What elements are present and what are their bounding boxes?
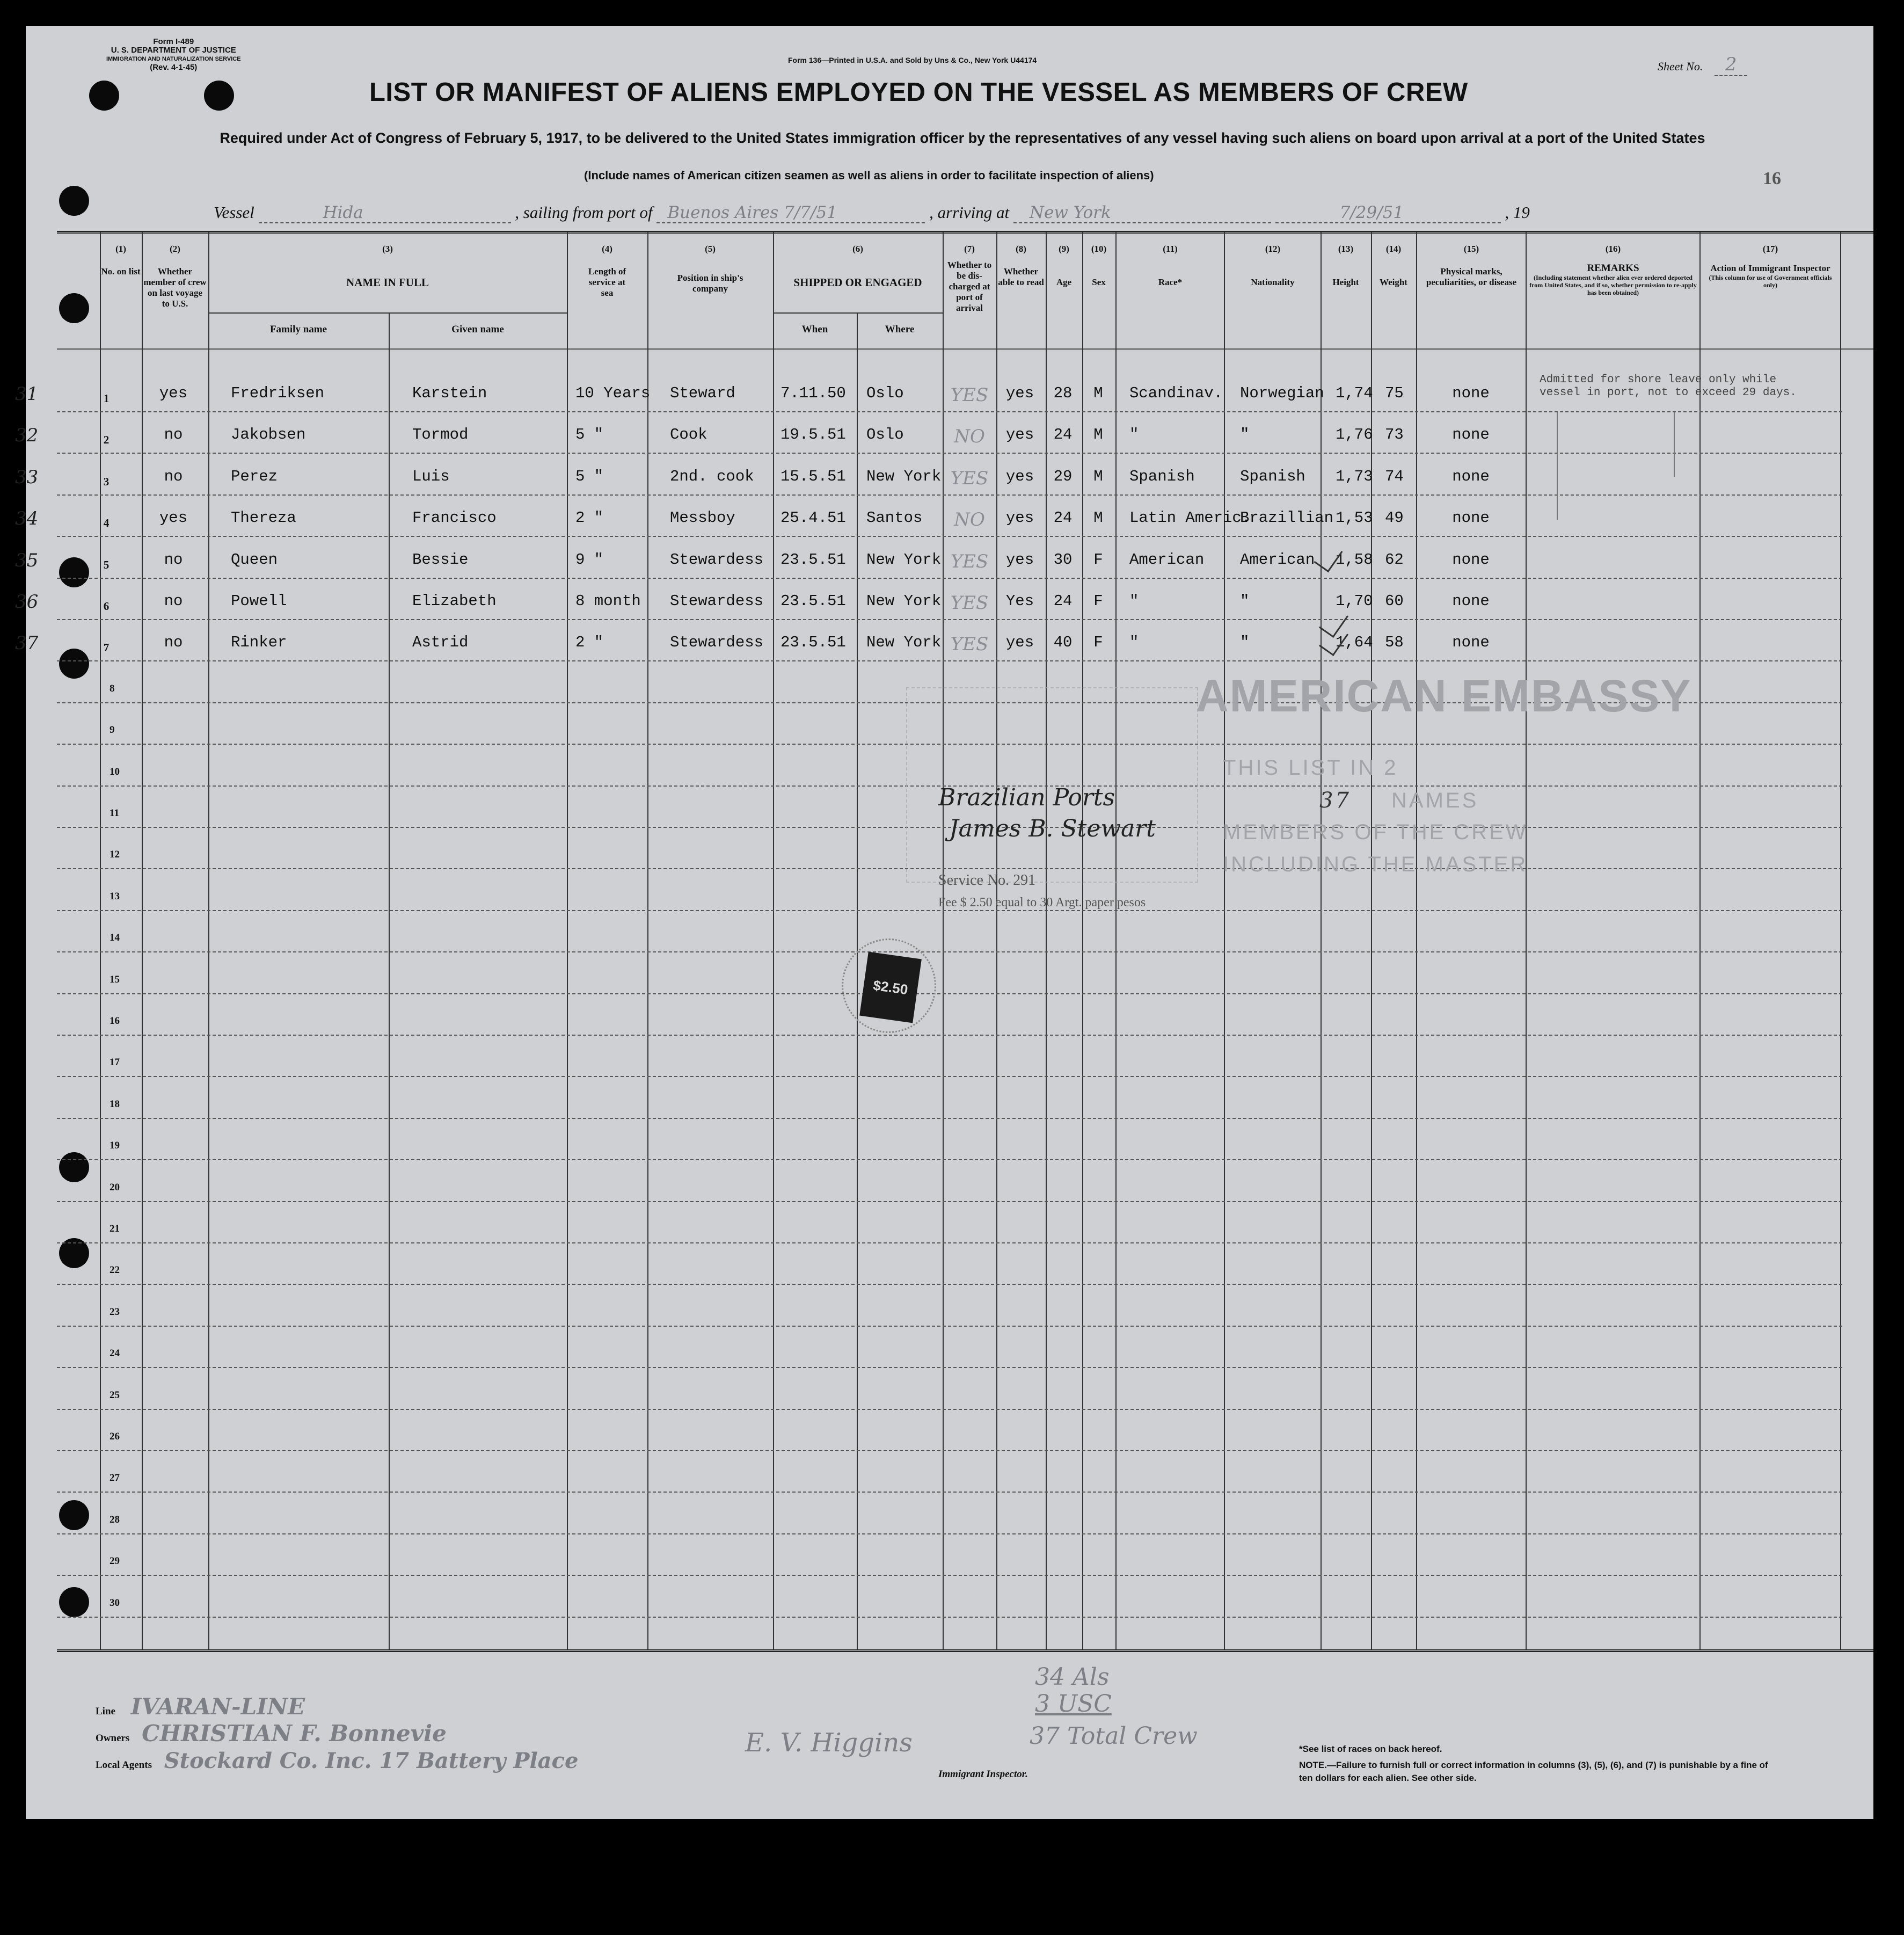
shipped-when: 23.5.51 (780, 592, 846, 610)
form-id-block (106, 38, 241, 72)
row-number: 2 (103, 433, 110, 446)
row-number: 4 (103, 517, 110, 529)
row-rule (57, 453, 1842, 454)
height: 1,76 (1336, 426, 1373, 443)
age: 40 (1053, 634, 1073, 651)
remarks-shore-leave: Admitted for shore leave only while vessel in port, not to exceed 29 days. (1540, 374, 1797, 399)
arrival-port: New York (1013, 203, 1271, 223)
age: 30 (1053, 551, 1073, 569)
row-rule (57, 1076, 1842, 1077)
list-stamp-line3: MEMBERS OF THE CREW (1223, 820, 1528, 844)
owners-label: Owners (96, 1733, 130, 1744)
col-13-header: (13) Height (1332, 244, 1359, 287)
height: 1,64 (1336, 634, 1373, 651)
col-2-header: (2) Whether member of crew on last voyage to U.S. (143, 244, 207, 309)
shipped-where: New York (866, 551, 942, 569)
column-divider (773, 232, 774, 1649)
service-length: 9 " (575, 551, 604, 569)
col-8-header: (8) Whether able to read (998, 244, 1044, 287)
race: American (1129, 551, 1205, 569)
column-divider (208, 232, 209, 1649)
row-rule (57, 494, 1842, 496)
family-name: Powell (231, 592, 287, 610)
punch-hole (59, 293, 89, 323)
footer-line-row (96, 1693, 305, 1720)
col-12-header: (12) Nationality (1251, 244, 1295, 287)
agents-label: Local Agents (96, 1759, 152, 1771)
prev-voyage: no (164, 551, 183, 569)
row-rule (57, 1409, 1842, 1410)
discharged: YES (950, 592, 989, 614)
prev-voyage: no (164, 634, 183, 651)
shipped-where: New York (866, 634, 942, 651)
row-rule (57, 660, 1842, 661)
sex: M (1093, 509, 1103, 527)
column-divider (142, 232, 143, 1649)
col-17-header: (17) Action of Immigrant Inspector (This column for use of Government officials only) (1709, 244, 1832, 289)
service-length: 5 " (575, 468, 604, 485)
height: 1,53 (1336, 509, 1373, 527)
row-number: 18 (110, 1099, 120, 1110)
family-name-header: Family name (269, 324, 327, 335)
weight: 58 (1385, 634, 1404, 651)
given-name: Bessie (412, 551, 469, 569)
nationality: Brazillian (1240, 509, 1334, 527)
position: Messboy (670, 509, 735, 527)
row-rule (57, 411, 1842, 412)
age: 24 (1053, 426, 1073, 443)
table-top-rule (57, 231, 1873, 234)
physical-marks: none (1452, 509, 1490, 527)
row-number: 14 (110, 932, 120, 943)
row-number: 26 (110, 1431, 120, 1442)
row-number: 21 (110, 1223, 120, 1234)
race: " (1129, 592, 1139, 610)
punch-hole (59, 1500, 89, 1530)
race: Spanish (1129, 468, 1195, 485)
row-rule (57, 910, 1842, 911)
family-name: Jakobsen (231, 426, 306, 443)
consular-fee: Fee $ 2.50 equal to 30 Argt. paper pesos (938, 896, 1146, 910)
given-name: Luis (412, 468, 450, 485)
punch-hole (59, 186, 89, 216)
row-rule (57, 1118, 1842, 1119)
col-5-header: (5) Position in ship's company (677, 244, 743, 294)
footer-owners-row (96, 1720, 447, 1747)
physical-marks: none (1452, 468, 1490, 485)
service-number: Service No. 291 (938, 872, 1036, 889)
position: Stewardess (670, 592, 764, 610)
remarks-bracket-line (1674, 412, 1675, 477)
row-number: 5 (103, 558, 110, 571)
position: Cook (670, 426, 707, 443)
service-length: 2 " (575, 509, 604, 527)
row-rule (57, 536, 1842, 537)
weight: 60 (1385, 592, 1404, 610)
row-rule (57, 1533, 1842, 1534)
fee-stamp-icon (859, 952, 922, 1023)
consul-signature: James B. Stewart (949, 815, 1156, 842)
height: 1,70 (1336, 592, 1373, 610)
list-stamp-line4: INCLUDING THE MASTER (1223, 853, 1528, 876)
col-1-header: (1) No. on list (101, 244, 141, 277)
shipped-when: 15.5.51 (780, 468, 846, 485)
service-length: 2 " (575, 634, 604, 651)
age: 29 (1053, 468, 1073, 485)
where-header: Where (885, 324, 915, 335)
weight: 74 (1385, 468, 1404, 485)
weight: 75 (1385, 384, 1404, 402)
printer-line: Form 136—Printed in U.S.A. and Sold by Uns & Co., New York U44174 (788, 56, 1037, 64)
arrival-date: 7/29/51 (1275, 203, 1501, 223)
table-header-rule (57, 348, 1873, 350)
discharged: YES (950, 468, 989, 489)
sheet-number-block (1658, 54, 1747, 75)
margin-line-number: 36 (15, 591, 39, 613)
column-divider (996, 232, 997, 1649)
department: U. S. DEPARTMENT OF JUSTICE (111, 46, 236, 55)
page-stamp-number: 16 (1763, 169, 1781, 188)
departure-port: Buenos Aires 7/7/51 (656, 203, 925, 223)
sex: F (1093, 551, 1103, 569)
row-number: 13 (110, 891, 120, 902)
row-number: 29 (110, 1555, 120, 1567)
owners-value: CHRISTIAN F. Bonnevie (142, 1720, 447, 1747)
position: Stewardess (670, 551, 764, 569)
column-divider (1416, 232, 1417, 1649)
row-number: 16 (110, 1015, 120, 1027)
row-number: 9 (110, 724, 115, 736)
sex: M (1093, 426, 1103, 443)
weight: 49 (1385, 509, 1404, 527)
shipped-when: 7.11.50 (780, 384, 846, 402)
consul-signature-ports: Brazilian Ports (938, 784, 1115, 811)
column-divider (567, 232, 568, 1649)
consular-fee-seal (842, 939, 936, 1033)
given-name: Francisco (412, 509, 497, 527)
tally-aliens: 34 Als (1035, 1663, 1110, 1691)
row-rule (57, 1492, 1842, 1493)
age: 24 (1053, 509, 1073, 527)
nationality: American (1240, 551, 1315, 569)
sex: M (1093, 384, 1103, 402)
shipped-subheader-rule (773, 312, 943, 314)
col-9-header: (9) Age (1056, 244, 1072, 287)
row-rule (57, 951, 1842, 952)
row-number: 17 (110, 1057, 120, 1068)
row-number: 30 (110, 1597, 120, 1609)
race: Scandinav. (1129, 384, 1223, 402)
race: " (1129, 426, 1139, 443)
page-title: LIST OR MANIFEST OF ALIENS EMPLOYED ON THE VESSEL AS MEMBERS OF CREW (369, 78, 1468, 107)
sex: M (1093, 468, 1103, 485)
shipped-when: 23.5.51 (780, 634, 846, 651)
row-rule (57, 1450, 1842, 1451)
able-to-read: yes (1005, 551, 1034, 569)
family-name: Rinker (231, 634, 287, 651)
column-divider (1115, 232, 1117, 1649)
shipped-when: 25.4.51 (780, 509, 846, 527)
table-bottom-rule (57, 1649, 1873, 1652)
able-to-read: Yes (1005, 592, 1034, 610)
row-number: 8 (110, 683, 115, 694)
row-rule (57, 1326, 1842, 1327)
row-number: 27 (110, 1472, 120, 1483)
voyage-line (214, 203, 1530, 223)
row-rule (57, 1201, 1842, 1202)
line-value: IVARAN-LINE (130, 1693, 305, 1720)
shipped-when: 23.5.51 (780, 551, 846, 569)
service-length: 8 month (575, 592, 641, 610)
punch-hole (204, 81, 234, 111)
row-rule (57, 578, 1842, 579)
margin-line-number: 35 (15, 550, 39, 571)
column-divider (1321, 232, 1322, 1649)
sheet-number: 2 (1715, 54, 1748, 76)
list-count: 37 (1319, 788, 1351, 813)
row-rule (57, 993, 1842, 994)
row-rule (57, 1035, 1842, 1036)
include-note: (Include names of American citizen seamen as well as aliens in order to facilitate inspection of aliens) (584, 169, 1154, 182)
nationality: " (1240, 634, 1250, 651)
row-rule (57, 1617, 1842, 1618)
shipped-where: Oslo (866, 426, 904, 443)
col-15-header: (15) Physical marks, peculiarities, or disease (1426, 244, 1517, 287)
sailing-label: , sailing from port of (515, 203, 653, 222)
races-note: *See list of races on back hereof. (1299, 1744, 1442, 1754)
given-name: Karstein (412, 384, 487, 402)
row-rule (57, 619, 1842, 620)
able-to-read: yes (1005, 384, 1034, 402)
when-header: When (801, 324, 828, 335)
inspector-label: Immigrant Inspector. (938, 1769, 1028, 1780)
prev-voyage: no (164, 468, 183, 485)
family-name: Queen (231, 551, 278, 569)
vessel-name: Hida (259, 203, 511, 223)
sex: F (1093, 592, 1103, 610)
col-16-header: (16) REMARKS (Including statement whether alien ever ordered deported from United States, and if so, whether permission to re-apply has been obtained) (1529, 244, 1697, 296)
physical-marks: none (1452, 384, 1490, 402)
family-name: Fredriksen (231, 384, 325, 402)
list-stamp-line1: THIS LIST IN 2 (1223, 756, 1398, 780)
margin-line-number: 32 (15, 425, 39, 446)
embassy-stamp: AMERICAN EMBASSY (1196, 671, 1692, 721)
column-divider (1526, 232, 1527, 1649)
age: 28 (1053, 384, 1073, 402)
prev-voyage: yes (159, 509, 188, 527)
margin-line-number: 33 (15, 467, 39, 488)
row-rule (57, 1575, 1842, 1576)
col-10-header: (10) Sex (1091, 244, 1107, 287)
given-name: Elizabeth (412, 592, 497, 610)
position: 2nd. cook (670, 468, 754, 485)
position: Steward (670, 384, 735, 402)
column-divider (1224, 232, 1225, 1649)
shipped-where: Santos (866, 509, 923, 527)
row-number: 3 (103, 475, 110, 488)
weight: 62 (1385, 551, 1404, 569)
discharged: YES (950, 384, 989, 406)
able-to-read: yes (1005, 426, 1034, 443)
col-3-header: (3) NAME IN FULL (346, 244, 429, 289)
row-rule (57, 1159, 1842, 1160)
arriving-label: , arriving at (929, 203, 1010, 222)
punch-hole (89, 81, 119, 111)
inspector-signature: E. V. Higgins (745, 1728, 913, 1758)
able-to-read: yes (1005, 634, 1034, 651)
given-name-header: Given name (451, 324, 504, 335)
column-divider (1046, 232, 1047, 1649)
row-number: 15 (110, 974, 120, 985)
column-divider (389, 312, 390, 1649)
col-4-header: (4) Length of service at sea (588, 244, 626, 298)
col-11-header: (11) Race* (1158, 244, 1183, 287)
punch-hole (59, 1587, 89, 1617)
subtitle: Required under Act of Congress of February 5, 1917, to be delivered to the United States immigration officer by the representatives of any vessel having such aliens on board upon arrival at a port of the United States (220, 130, 1705, 146)
row-number: 28 (110, 1514, 120, 1525)
footer-agents-row (96, 1748, 578, 1773)
nationality: Norwegian (1240, 384, 1324, 402)
physical-marks: none (1452, 551, 1490, 569)
tally-total: 37 Total Crew (1030, 1722, 1198, 1750)
row-number: 20 (110, 1182, 120, 1193)
shipped-when: 19.5.51 (780, 426, 846, 443)
margin-line-number: 37 (15, 632, 39, 654)
punch-hole (59, 1152, 89, 1182)
nationality: Spanish (1240, 468, 1305, 485)
given-name: Astrid (412, 634, 469, 651)
shipped-where: New York (866, 468, 942, 485)
row-rule (57, 1242, 1842, 1243)
name-subheader-rule (208, 312, 567, 314)
manifest-sheet (15, 26, 1873, 1819)
column-divider (1371, 232, 1372, 1649)
row-number: 24 (110, 1348, 120, 1359)
able-to-read: yes (1005, 509, 1034, 527)
race: Latin Americ. (1129, 509, 1251, 527)
vessel-label: Vessel (214, 203, 254, 222)
physical-marks: none (1452, 426, 1490, 443)
prev-voyage: yes (159, 384, 188, 402)
col-14-header: (14) Weight (1380, 244, 1407, 287)
row-number: 11 (110, 808, 119, 819)
penalty-note: NOTE.—Failure to furnish full or correct information in columns (3), (5), (6), and (7) is punishable by a fine of ten dollars for each alien. See other side. (1299, 1760, 1768, 1783)
discharged: YES (950, 551, 989, 572)
given-name: Tormod (412, 426, 469, 443)
row-number: 25 (110, 1390, 120, 1401)
form-number: Form I-489 (153, 37, 194, 46)
nationality: " (1240, 592, 1250, 610)
row-rule (57, 1284, 1842, 1285)
row-number: 7 (103, 641, 110, 654)
row-number: 12 (110, 849, 120, 860)
discharged: YES (950, 634, 989, 655)
service-length: 5 " (575, 426, 604, 443)
row-number: 22 (110, 1264, 120, 1276)
family-name: Thereza (231, 509, 296, 527)
column-divider (1840, 232, 1841, 1649)
prev-voyage: no (164, 592, 183, 610)
revision: (Rev. 4-1-45) (150, 63, 198, 72)
tally-us-citizens: 3 USC (1035, 1690, 1112, 1718)
list-stamp-line2: 37 NAMES (1319, 788, 1479, 813)
sex: F (1093, 634, 1103, 651)
physical-marks: none (1452, 592, 1490, 610)
age: 24 (1053, 592, 1073, 610)
column-divider (943, 232, 944, 1649)
remarks-bracket-line (1557, 412, 1558, 520)
row-number: 6 (103, 600, 110, 613)
row-number: 19 (110, 1140, 120, 1151)
weight: 73 (1385, 426, 1404, 443)
line-label: Line (96, 1706, 115, 1717)
column-divider (647, 232, 648, 1649)
shipped-where: New York (866, 592, 942, 610)
prev-voyage: no (164, 426, 183, 443)
position: Stewardess (670, 634, 764, 651)
discharged: NO (954, 509, 985, 530)
row-number: 1 (103, 392, 110, 405)
column-divider (1699, 232, 1701, 1649)
height: 1,73 (1336, 468, 1373, 485)
family-name: Perez (231, 468, 278, 485)
row-number: 23 (110, 1306, 120, 1318)
col-7-header: (7) Whether to be dis-charged at port of arrival (947, 244, 992, 313)
service: IMMIGRATION AND NATURALIZATION SERVICE (106, 56, 241, 62)
fee-stamp-value: $2.50 (872, 977, 909, 998)
able-to-read: yes (1005, 468, 1034, 485)
agents-value: Stockard Co. Inc. 17 Battery Place (164, 1748, 579, 1773)
sheet-label: Sheet No. (1658, 60, 1703, 73)
race: " (1129, 634, 1139, 651)
col-6-header: (6) SHIPPED OR ENGAGED (793, 244, 922, 289)
height: 1,74 (1336, 384, 1373, 402)
row-rule (57, 1367, 1842, 1368)
year-label: , 19 (1505, 203, 1530, 222)
nationality: " (1240, 426, 1250, 443)
physical-marks: none (1452, 634, 1490, 651)
margin-line-number: 31 (15, 383, 39, 405)
shipped-where: Oslo (866, 384, 904, 402)
margin-line-number: 34 (15, 508, 39, 529)
row-number: 10 (110, 766, 120, 777)
height: 1,58 (1336, 551, 1373, 569)
column-divider (1082, 232, 1083, 1649)
discharged: NO (954, 426, 985, 447)
service-length: 10 Years (575, 384, 651, 402)
